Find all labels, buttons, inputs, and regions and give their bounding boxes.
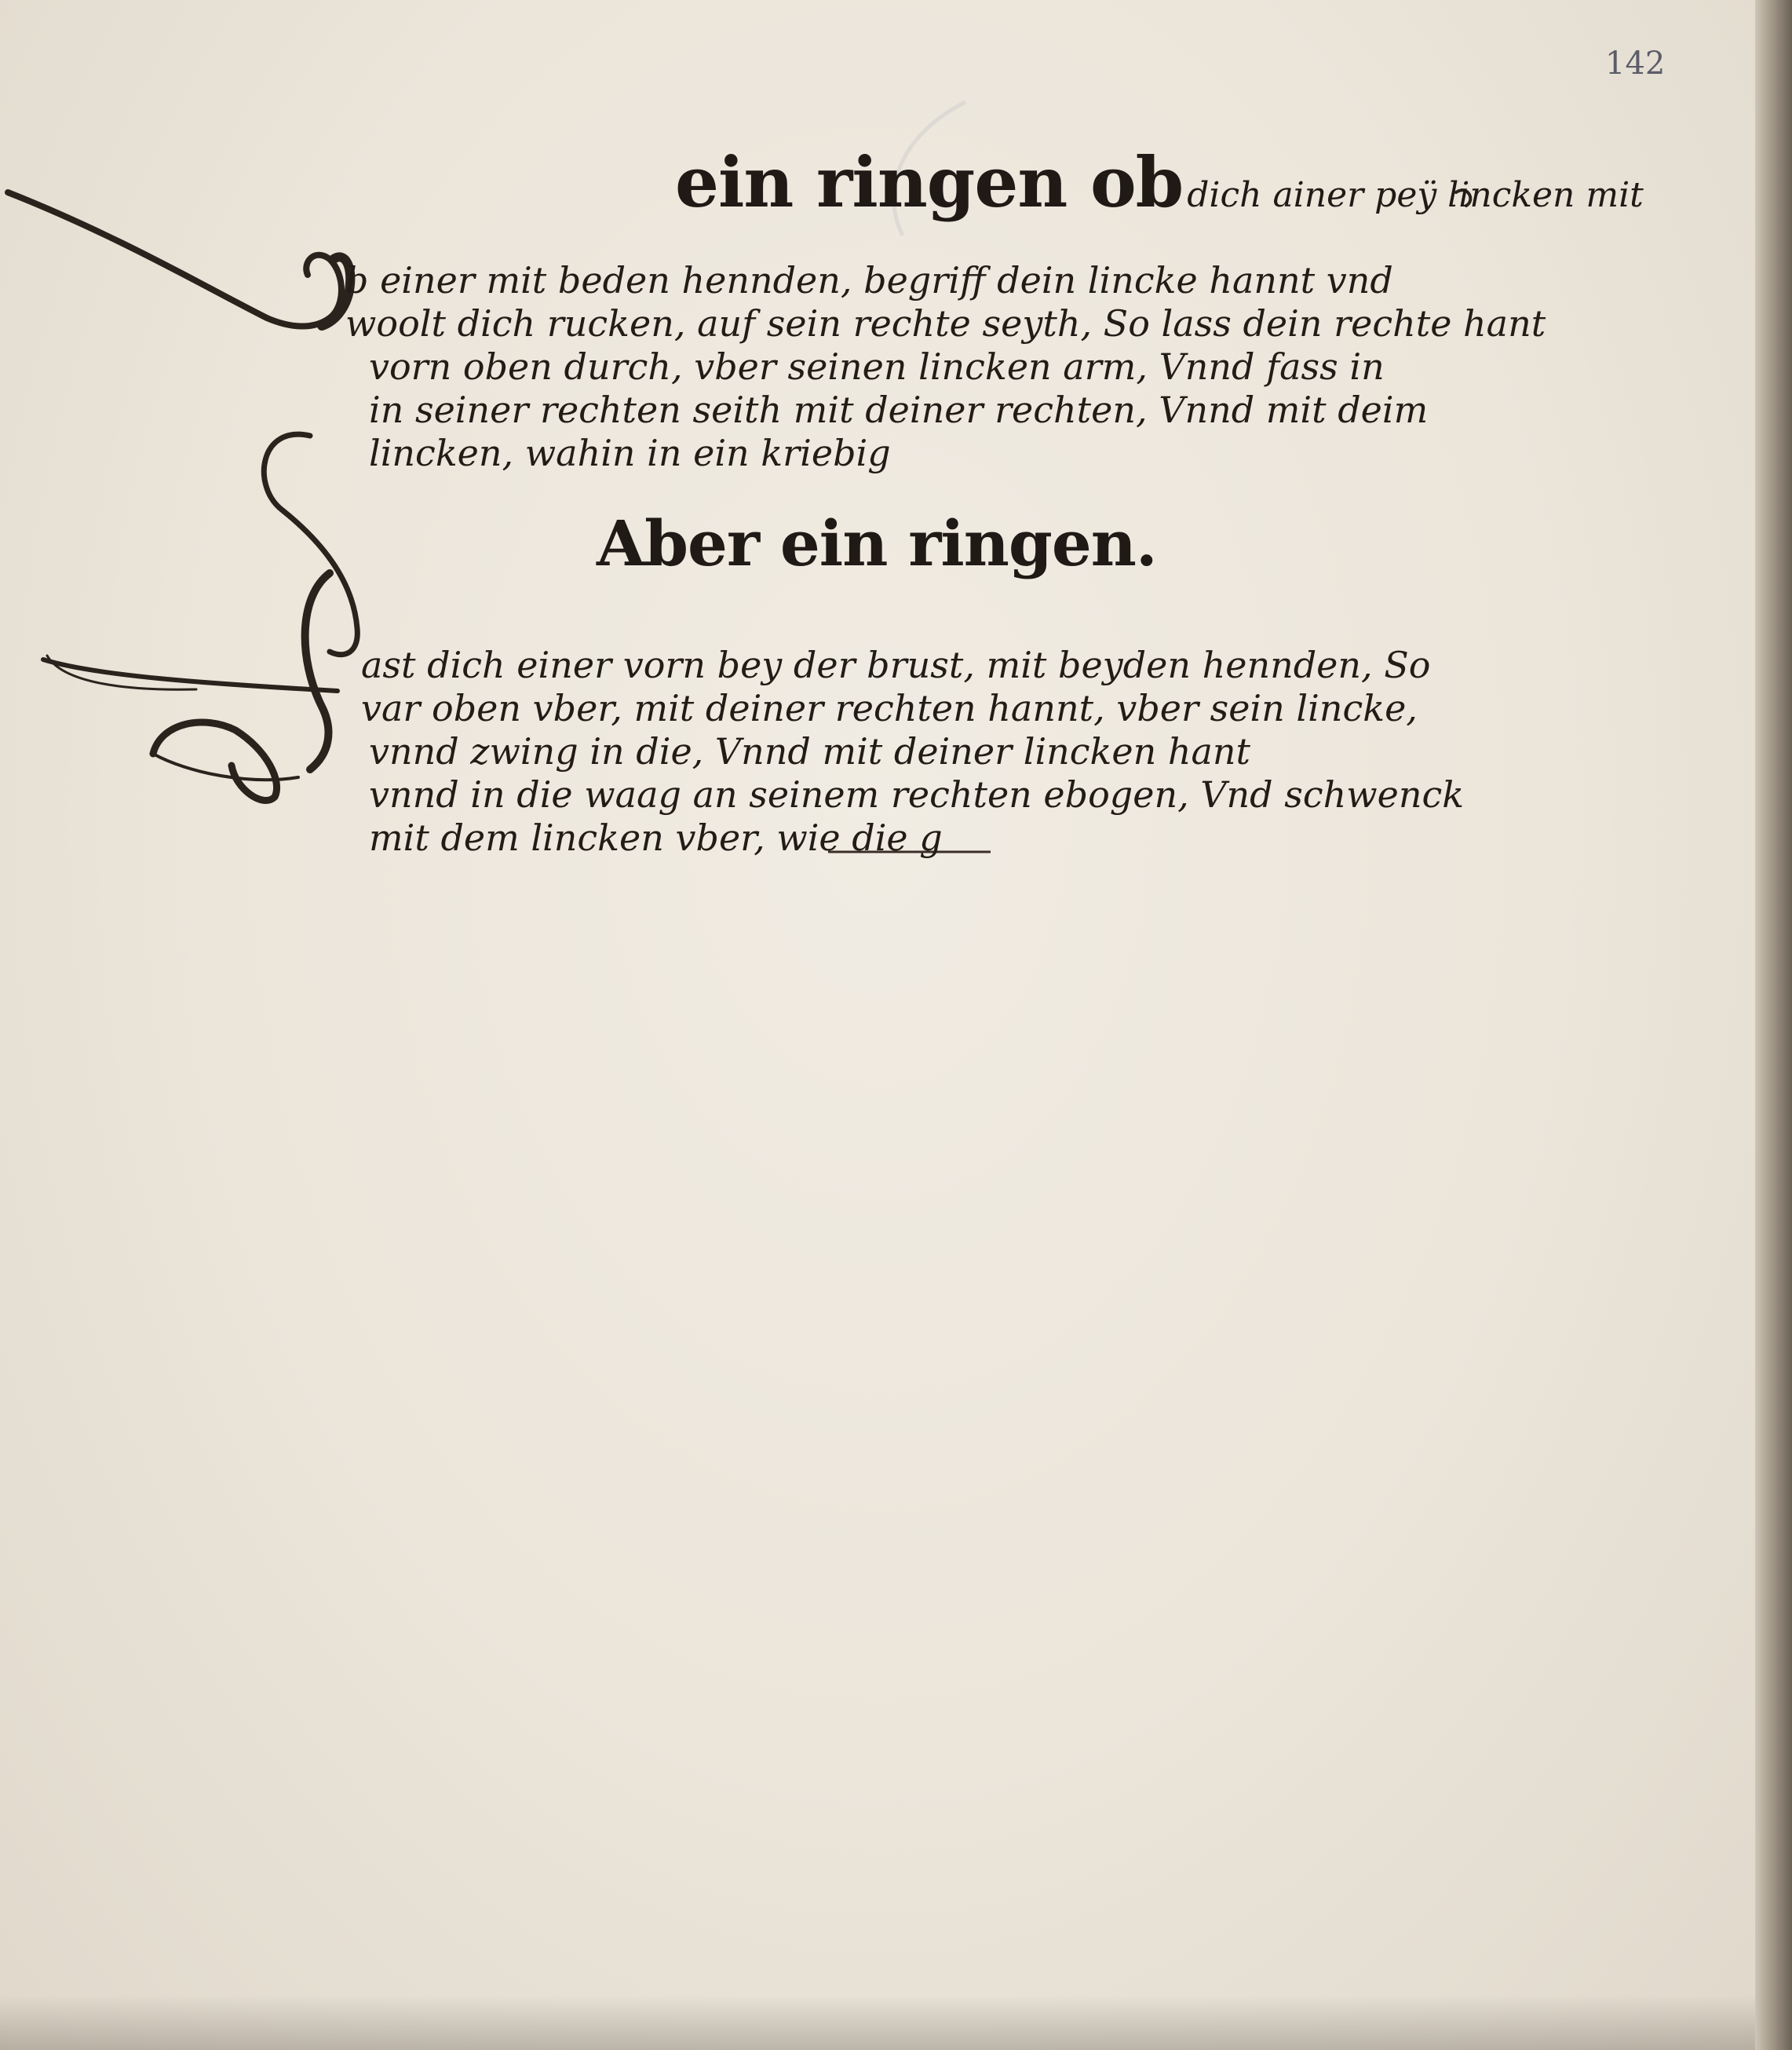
section1-line-5: lincken, wahin in ein kriebig [369,432,891,474]
initial-f-crossbar [43,660,338,691]
section1-line-4: in seiner rechten seith mit deiner rechten, Vnnd mit deim [369,389,1429,431]
section2-line-2: var oben vber, mit deiner rechten hannt, vber sein lincke, [361,687,1418,729]
initial-f-loop [264,434,357,655]
section1-line-1: b einer mit beden hennden, begriff dein lincke hannt vnd [345,259,1393,301]
section1-heading: ein ringen ob [675,141,1184,223]
page-bottom-shadow [0,1995,1755,2050]
initial-f-hairline [47,656,196,689]
section2-line-4: vnnd in die waag an seinem rechten ebogen, Vnd schwenck [369,773,1465,816]
page-edge [1755,0,1792,2050]
initial-f-stem [305,573,330,769]
initial-f-lower-curl [153,722,277,800]
section1-heading-block [675,141,1644,223]
section2-line-5: mit dem lincken vber, wie die g [369,817,943,859]
section1-line-3: vorn oben durch, vber seinen lincken arm, Vnnd fass in [369,345,1385,388]
section1-line-2: woolt dich rucken, auf sein rechte seyth, So lass dein rechte hant [345,302,1546,345]
section2-heading: Aber ein ringen. [597,506,1157,580]
initial-f-lower-hairline [153,754,298,780]
section2-line-3: vnnd zwing in die, Vnnd mit deiner lincken hant [369,730,1251,773]
initial-o-swash [8,192,341,327]
section1-heading-tail: dich ainer peÿ lincken mit [1187,175,1644,215]
folio-number: 142 [1605,46,1666,82]
section2-line-1: ast dich einer vorn bey der brust, mit beyden hennden, So [361,644,1431,686]
